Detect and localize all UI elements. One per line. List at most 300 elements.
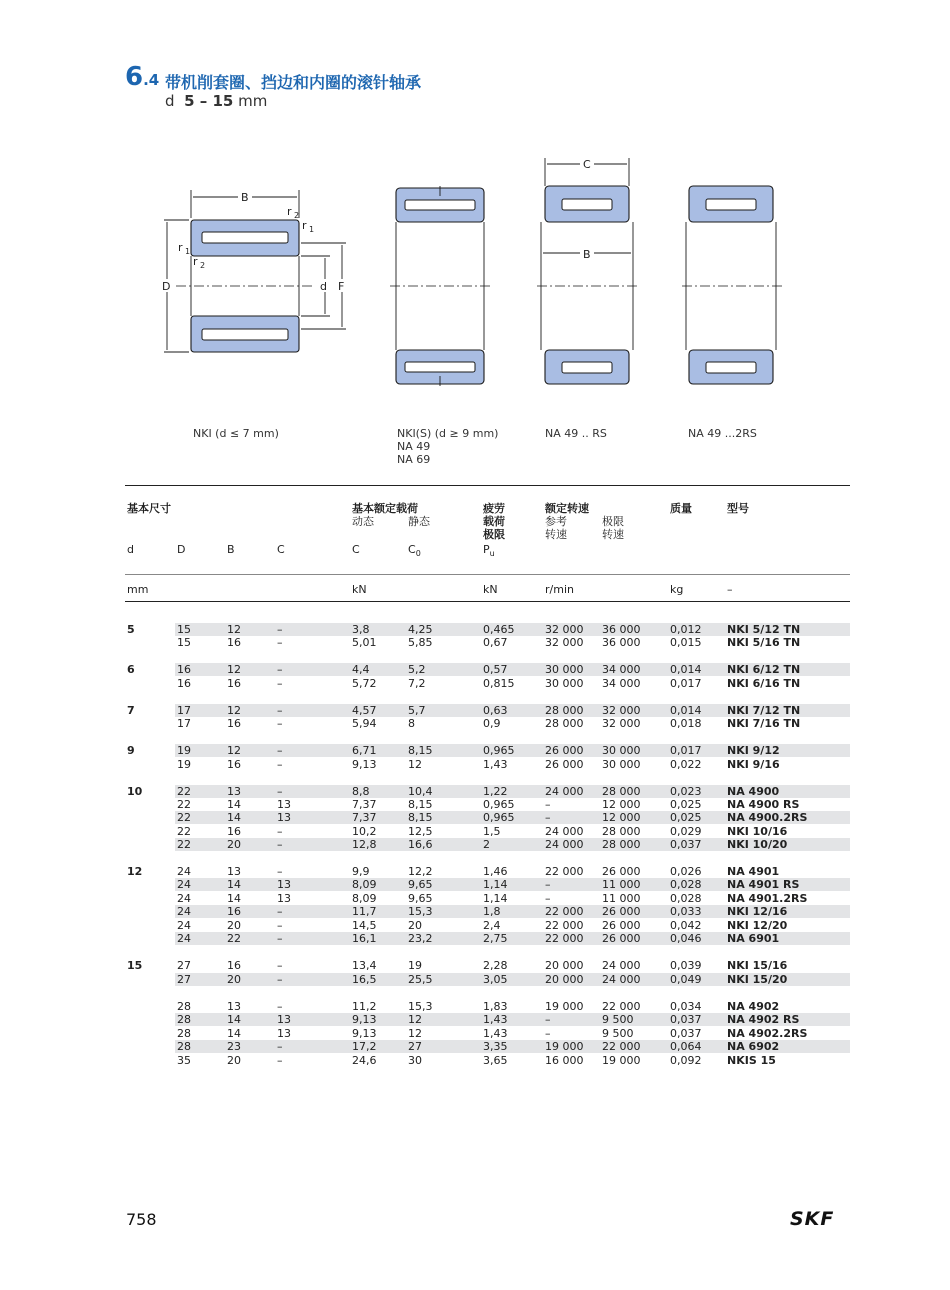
- cell-C: 13: [277, 878, 291, 891]
- cell-lim: 9 500: [602, 1027, 634, 1040]
- cell-ref: 22 000: [545, 932, 584, 945]
- cell-mass: 0,092: [670, 1054, 702, 1067]
- cell-ref: 22 000: [545, 905, 584, 918]
- dim-d-label: d: [320, 280, 327, 293]
- cell-C0: 8,15: [408, 744, 433, 757]
- cell-lim: 32 000: [602, 704, 641, 717]
- cell-lim: 28 000: [602, 785, 641, 798]
- cell-B: 20: [227, 973, 241, 986]
- cell-Pu: 1,8: [483, 905, 501, 918]
- cell-C0: 5,7: [408, 704, 426, 717]
- cell-lim: 30 000: [602, 758, 641, 771]
- cell-des: NA 4902.2RS: [727, 1027, 808, 1040]
- sym-d: d: [127, 543, 134, 556]
- header-static: 静态: [408, 515, 430, 528]
- cell-C: –: [277, 919, 283, 932]
- cell-B: 14: [227, 1013, 241, 1026]
- cell-D: 22: [177, 811, 191, 824]
- cell-C0: 8,15: [408, 798, 433, 811]
- cell-C: –: [277, 825, 283, 838]
- cell-Pu: 0,465: [483, 623, 515, 636]
- sym-C: C: [277, 543, 285, 556]
- cell-Cd: 5,01: [352, 636, 377, 649]
- cell-C0: 9,65: [408, 892, 433, 905]
- cell-C0: 8: [408, 717, 415, 730]
- cell-lim: 22 000: [602, 1040, 641, 1053]
- cell-C: –: [277, 932, 283, 945]
- cell-lim: 24 000: [602, 973, 641, 986]
- cell-Cd: 5,94: [352, 717, 377, 730]
- cell-ref: 22 000: [545, 919, 584, 932]
- cell-C: 13: [277, 892, 291, 905]
- cell-B: 16: [227, 905, 241, 918]
- cell-Pu: 0,815: [483, 677, 515, 690]
- cell-D: 28: [177, 1013, 191, 1026]
- cell-C: –: [277, 758, 283, 771]
- cell-lim: 36 000: [602, 636, 641, 649]
- cell-lim: 28 000: [602, 838, 641, 851]
- cell-Pu: 0,63: [483, 704, 508, 717]
- cell-mass: 0,014: [670, 704, 702, 717]
- cell-lim: 30 000: [602, 744, 641, 757]
- cell-mass: 0,064: [670, 1040, 702, 1053]
- cell-lim: 11 000: [602, 878, 641, 891]
- cell-des: NKIS 15: [727, 1054, 776, 1067]
- cell-C0: 12: [408, 1013, 422, 1026]
- cell-d: 7: [127, 704, 135, 717]
- cell-B: 12: [227, 663, 241, 676]
- table-row: [125, 973, 850, 986]
- cell-D: 22: [177, 785, 191, 798]
- cell-lim: 24 000: [602, 959, 641, 972]
- cell-Pu: 0,965: [483, 811, 515, 824]
- cell-Cd: 13,4: [352, 959, 377, 972]
- cell-Pu: 2,4: [483, 919, 501, 932]
- cell-lim: 34 000: [602, 663, 641, 676]
- cell-D: 24: [177, 878, 191, 891]
- table-row: [125, 704, 850, 717]
- cell-Pu: 1,5: [483, 825, 501, 838]
- cell-des: NKI 15/20: [727, 973, 788, 986]
- svg-text:2: 2: [294, 211, 300, 220]
- cell-des: NKI 10/20: [727, 838, 788, 851]
- cell-mass: 0,014: [670, 663, 702, 676]
- cell-ref: 24 000: [545, 825, 584, 838]
- header-load-ratings: 基本额定载荷: [352, 502, 418, 515]
- table-row: [125, 717, 850, 730]
- cell-ref: 20 000: [545, 973, 584, 986]
- unit-dash: –: [727, 583, 733, 596]
- cell-mass: 0,015: [670, 636, 702, 649]
- table-row: [125, 744, 850, 757]
- drawing-na-2rs: [682, 186, 782, 384]
- cell-C: –: [277, 704, 283, 717]
- cell-ref: 24 000: [545, 785, 584, 798]
- cell-C0: 15,3: [408, 905, 433, 918]
- cell-d: 9: [127, 744, 135, 757]
- cell-C: –: [277, 744, 283, 757]
- cell-Cd: 9,13: [352, 1013, 377, 1026]
- cell-des: NA 4902: [727, 1000, 780, 1013]
- cell-C0: 7,2: [408, 677, 426, 690]
- sym-C-dynamic: C: [352, 543, 360, 556]
- cell-Cd: 7,37: [352, 811, 377, 824]
- cell-Cd: 8,09: [352, 892, 377, 905]
- cell-C: 13: [277, 1027, 291, 1040]
- cell-ref: 30 000: [545, 663, 584, 676]
- sym-C0: $C_0$: [408, 543, 421, 559]
- cell-Pu: 3,65: [483, 1054, 508, 1067]
- sym-D: D: [177, 543, 186, 556]
- cell-D: 27: [177, 973, 191, 986]
- cell-Cd: 8,09: [352, 878, 377, 891]
- table-top-rule: [125, 485, 850, 486]
- header-mass: 质量: [670, 502, 692, 515]
- table-row: [125, 1040, 850, 1053]
- cell-C0: 12: [408, 758, 422, 771]
- svg-text:1: 1: [309, 225, 315, 234]
- unit-kN: kN: [352, 583, 367, 596]
- cell-mass: 0,039: [670, 959, 702, 972]
- cell-mass: 0,025: [670, 798, 702, 811]
- size-range: d 5 – 15 mm: [165, 92, 268, 110]
- cell-mass: 0,028: [670, 892, 702, 905]
- cell-lim: 26 000: [602, 865, 641, 878]
- cell-des: NA 4901.2RS: [727, 892, 808, 905]
- cell-ref: 19 000: [545, 1040, 584, 1053]
- cell-C: –: [277, 905, 283, 918]
- table-row: [125, 1000, 850, 1013]
- caption-na-rs: NA 49 .. RS: [545, 427, 607, 440]
- cell-D: 28: [177, 1027, 191, 1040]
- cell-C0: 8,15: [408, 811, 433, 824]
- cell-lim: 34 000: [602, 677, 641, 690]
- cell-Cd: 9,9: [352, 865, 370, 878]
- table-row: [125, 892, 850, 905]
- cell-Pu: 1,83: [483, 1000, 508, 1013]
- r1-top-label: r: [302, 219, 307, 232]
- cell-C0: 15,3: [408, 1000, 433, 1013]
- cell-ref: 24 000: [545, 838, 584, 851]
- cell-D: 22: [177, 838, 191, 851]
- r2-left-label: r: [193, 255, 198, 268]
- section-number: 6.4: [125, 62, 160, 92]
- cell-lim: 32 000: [602, 717, 641, 730]
- cell-ref: 32 000: [545, 623, 584, 636]
- cell-Cd: 6,71: [352, 744, 377, 757]
- cell-B: 16: [227, 677, 241, 690]
- cell-des: NKI 6/12 TN: [727, 663, 801, 676]
- table-row: [125, 677, 850, 690]
- cell-B: 16: [227, 959, 241, 972]
- svg-text:2: 2: [200, 261, 206, 270]
- skf-logo: SKF: [790, 1208, 835, 1230]
- header-limiting-speed: 极限 转速: [602, 515, 624, 541]
- cell-D: 24: [177, 892, 191, 905]
- page-number: 758: [126, 1210, 157, 1229]
- header-designation: 型号: [727, 502, 749, 515]
- cell-mass: 0,042: [670, 919, 702, 932]
- cell-B: 20: [227, 838, 241, 851]
- cell-des: NKI 7/16 TN: [727, 717, 801, 730]
- caption-nki-large: NKI(S) (d ≥ 9 mm) NA 49 NA 69: [397, 427, 499, 466]
- cell-B: 16: [227, 636, 241, 649]
- cell-D: 19: [177, 744, 191, 757]
- drawing-na-rs: [537, 157, 640, 384]
- cell-mass: 0,018: [670, 717, 702, 730]
- cell-d: 15: [127, 959, 143, 972]
- cell-Pu: 1,43: [483, 1013, 508, 1026]
- dim-D-label: D: [162, 280, 171, 293]
- unit-rmin: r/min: [545, 583, 574, 596]
- cell-lim: 12 000: [602, 811, 641, 824]
- table-row: [125, 919, 850, 932]
- dim-B-label-2: B: [583, 248, 591, 261]
- cell-C: –: [277, 663, 283, 676]
- cell-mass: 0,034: [670, 1000, 702, 1013]
- table-row: [125, 663, 850, 676]
- drawing-nki-large: [390, 186, 492, 386]
- cell-B: 16: [227, 717, 241, 730]
- cell-C0: 27: [408, 1040, 422, 1053]
- cell-C: –: [277, 1000, 283, 1013]
- header-reference-speed: 参考 转速: [545, 515, 567, 541]
- cell-C: –: [277, 785, 283, 798]
- cell-Cd: 3,8: [352, 623, 370, 636]
- cell-des: NKI 10/16: [727, 825, 788, 838]
- cell-D: 19: [177, 758, 191, 771]
- cell-des: NA 6901: [727, 932, 780, 945]
- cell-D: 27: [177, 959, 191, 972]
- cell-mass: 0,012: [670, 623, 702, 636]
- table-row: [125, 785, 850, 798]
- cell-B: 14: [227, 892, 241, 905]
- caption-nki-small: NKI (d ≤ 7 mm): [193, 427, 279, 440]
- header-dynamic: 动态: [352, 515, 374, 528]
- cell-B: 14: [227, 1027, 241, 1040]
- cell-des: NA 4900 RS: [727, 798, 800, 811]
- cell-Pu: 1,14: [483, 878, 508, 891]
- cell-B: 22: [227, 932, 241, 945]
- cell-Cd: 4,4: [352, 663, 370, 676]
- r2-top-label: r: [287, 205, 292, 218]
- table-row: [125, 798, 850, 811]
- cell-B: 13: [227, 785, 241, 798]
- cell-lim: 19 000: [602, 1054, 641, 1067]
- cell-Cd: 14,5: [352, 919, 377, 932]
- cell-ref: 32 000: [545, 636, 584, 649]
- cell-mass: 0,037: [670, 1027, 702, 1040]
- cell-C: –: [277, 623, 283, 636]
- cell-B: 23: [227, 1040, 241, 1053]
- cell-mass: 0,017: [670, 677, 702, 690]
- cell-C0: 12: [408, 1027, 422, 1040]
- cell-Pu: 0,67: [483, 636, 508, 649]
- dim-F-label: F: [338, 280, 345, 293]
- cell-Cd: 7,37: [352, 798, 377, 811]
- cell-lim: 26 000: [602, 932, 641, 945]
- cell-D: 24: [177, 919, 191, 932]
- cell-C0: 19: [408, 959, 422, 972]
- cell-Pu: 0,9: [483, 717, 501, 730]
- cell-ref: 30 000: [545, 677, 584, 690]
- cell-C0: 12,5: [408, 825, 433, 838]
- cell-C0: 4,25: [408, 623, 433, 636]
- cell-D: 17: [177, 704, 191, 717]
- cell-lim: 11 000: [602, 892, 641, 905]
- cell-mass: 0,028: [670, 878, 702, 891]
- header-principal-dims: 基本尺寸: [127, 502, 171, 515]
- cell-C: –: [277, 1054, 283, 1067]
- cell-des: NKI 9/16: [727, 758, 780, 771]
- drawing-nki-small: [160, 190, 348, 352]
- cell-D: 35: [177, 1054, 191, 1067]
- cell-des: NA 6902: [727, 1040, 780, 1053]
- cell-C: 13: [277, 811, 291, 824]
- cell-mass: 0,023: [670, 785, 702, 798]
- cell-C0: 16,6: [408, 838, 433, 851]
- table-row: [125, 1054, 850, 1067]
- table-row: [125, 838, 850, 851]
- cell-C0: 12,2: [408, 865, 433, 878]
- cell-lim: 9 500: [602, 1013, 634, 1026]
- cell-D: 22: [177, 798, 191, 811]
- cell-des: NKI 12/16: [727, 905, 788, 918]
- cell-lim: 26 000: [602, 919, 641, 932]
- cell-D: 16: [177, 663, 191, 676]
- cell-mass: 0,029: [670, 825, 702, 838]
- cell-C0: 5,85: [408, 636, 433, 649]
- cell-B: 13: [227, 865, 241, 878]
- cell-ref: 19 000: [545, 1000, 584, 1013]
- cell-C0: 5,2: [408, 663, 426, 676]
- header-speed-ratings: 额定转速: [545, 502, 589, 515]
- cell-mass: 0,022: [670, 758, 702, 771]
- cell-des: NKI 6/16 TN: [727, 677, 801, 690]
- cell-lim: 28 000: [602, 825, 641, 838]
- cell-Cd: 8,8: [352, 785, 370, 798]
- cell-D: 24: [177, 865, 191, 878]
- dim-B-label: B: [241, 191, 249, 204]
- cell-Pu: 0,965: [483, 798, 515, 811]
- header-fatigue: 疲劳 载荷 极限: [483, 502, 505, 541]
- header-bottom-rule: [125, 601, 850, 602]
- cell-D: 22: [177, 825, 191, 838]
- table-row: [125, 1027, 850, 1040]
- cell-C: 13: [277, 1013, 291, 1026]
- cell-C: –: [277, 973, 283, 986]
- cell-Cd: 5,72: [352, 677, 377, 690]
- svg-text:1: 1: [185, 247, 191, 256]
- cell-C: –: [277, 636, 283, 649]
- cell-C: 13: [277, 798, 291, 811]
- cell-des: NKI 12/20: [727, 919, 788, 932]
- cell-D: 28: [177, 1040, 191, 1053]
- cell-Pu: 1,43: [483, 1027, 508, 1040]
- table-row: [125, 905, 850, 918]
- cell-D: 24: [177, 905, 191, 918]
- cell-Cd: 16,5: [352, 973, 377, 986]
- cell-lim: 22 000: [602, 1000, 641, 1013]
- cell-lim: 12 000: [602, 798, 641, 811]
- cell-C: –: [277, 865, 283, 878]
- cell-d: 6: [127, 663, 135, 676]
- unit-kN-2: kN: [483, 583, 498, 596]
- cell-B: 16: [227, 758, 241, 771]
- cell-Pu: 3,05: [483, 973, 508, 986]
- cell-Cd: 12,8: [352, 838, 377, 851]
- table-row: [125, 1013, 850, 1026]
- cell-ref: –: [545, 811, 551, 824]
- cell-Pu: 0,57: [483, 663, 508, 676]
- cell-Pu: 2,75: [483, 932, 508, 945]
- table-row: [125, 932, 850, 945]
- table-row: [125, 636, 850, 649]
- cell-Cd: 11,7: [352, 905, 377, 918]
- cell-Cd: 16,1: [352, 932, 377, 945]
- cell-ref: 28 000: [545, 704, 584, 717]
- cell-mass: 0,049: [670, 973, 702, 986]
- table-row: [125, 878, 850, 891]
- cell-des: NKI 7/12 TN: [727, 704, 801, 717]
- cell-Pu: 2,28: [483, 959, 508, 972]
- cell-Pu: 1,46: [483, 865, 508, 878]
- cell-lim: 26 000: [602, 905, 641, 918]
- cell-des: NKI 15/16: [727, 959, 788, 972]
- table-row: [125, 758, 850, 771]
- cell-B: 16: [227, 825, 241, 838]
- cell-C0: 9,65: [408, 878, 433, 891]
- cell-lim: 36 000: [602, 623, 641, 636]
- cell-mass: 0,026: [670, 865, 702, 878]
- cell-des: NA 4900: [727, 785, 780, 798]
- cell-C0: 10,4: [408, 785, 433, 798]
- sym-Pu: $P_u$: [483, 543, 495, 559]
- cell-Cd: 24,6: [352, 1054, 377, 1067]
- cell-B: 14: [227, 811, 241, 824]
- table-row: [125, 811, 850, 824]
- cell-mass: 0,017: [670, 744, 702, 757]
- cell-D: 15: [177, 623, 191, 636]
- cell-des: NA 4901: [727, 865, 780, 878]
- cell-D: 17: [177, 717, 191, 730]
- cell-Pu: 0,965: [483, 744, 515, 757]
- cell-Pu: 1,14: [483, 892, 508, 905]
- cell-C: –: [277, 959, 283, 972]
- cell-B: 14: [227, 878, 241, 891]
- cell-mass: 0,037: [670, 838, 702, 851]
- cell-B: 13: [227, 1000, 241, 1013]
- cell-des: NKI 5/12 TN: [727, 623, 801, 636]
- unit-kg: kg: [670, 583, 684, 596]
- table-row: [125, 825, 850, 838]
- cell-des: NKI 9/12: [727, 744, 780, 757]
- table-row: [125, 623, 850, 636]
- cell-B: 12: [227, 623, 241, 636]
- cell-D: 16: [177, 677, 191, 690]
- section-title: 带机削套圈、挡边和内圈的滚针轴承: [165, 73, 422, 92]
- cell-ref: –: [545, 892, 551, 905]
- cell-Pu: 3,35: [483, 1040, 508, 1053]
- cell-C: –: [277, 717, 283, 730]
- cell-B: 20: [227, 919, 241, 932]
- r1-left-label: r: [178, 241, 183, 254]
- cell-D: 15: [177, 636, 191, 649]
- sym-B: B: [227, 543, 235, 556]
- cell-d: 12: [127, 865, 143, 878]
- cell-Pu: 1,43: [483, 758, 508, 771]
- cell-mass: 0,037: [670, 1013, 702, 1026]
